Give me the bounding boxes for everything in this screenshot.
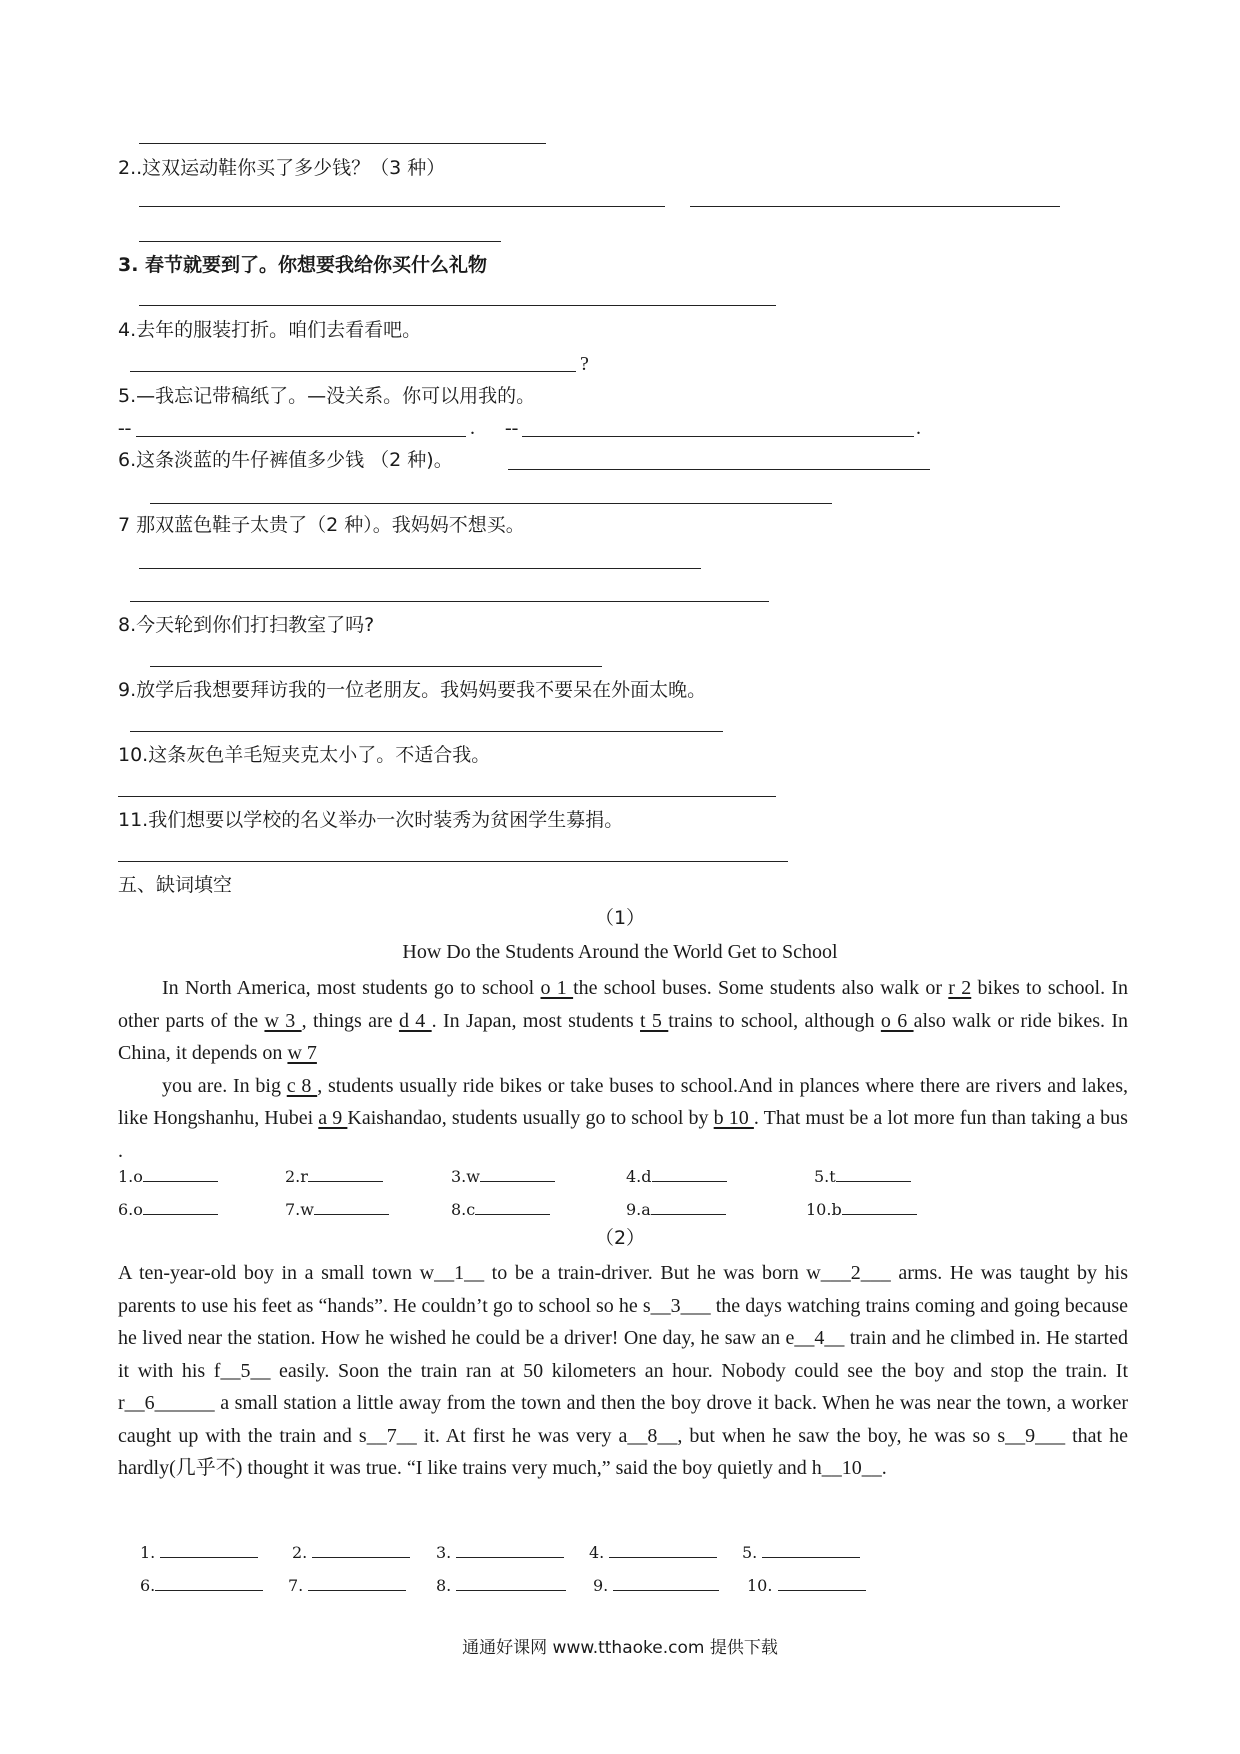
answer-line-q9[interactable] bbox=[130, 731, 723, 732]
blank-4: d 4 bbox=[398, 1009, 432, 1032]
answer-1-1[interactable]: 1.o bbox=[118, 1163, 218, 1186]
answer-line-q7b[interactable] bbox=[130, 601, 769, 602]
answer-line-q2c[interactable] bbox=[139, 241, 501, 242]
answer-line-q11[interactable] bbox=[118, 861, 788, 862]
question-8: 8.今天轮到你们打扫教室了吗? bbox=[118, 614, 375, 636]
page-footer: 通通好课网 www.tthaoke.com 提供下载 bbox=[462, 1638, 778, 1658]
question-2: 2..这双运动鞋你买了多少钱？（3 种） bbox=[118, 157, 446, 179]
question-4: 4.去年的服装打折。咱们去看看吧。 bbox=[118, 319, 422, 341]
answer-2-2[interactable]: 2. bbox=[292, 1539, 410, 1562]
answer-1-4[interactable]: 4.d bbox=[626, 1163, 727, 1186]
period-q5a: . bbox=[470, 417, 475, 439]
answer-line-q6a[interactable] bbox=[508, 469, 930, 470]
blank-8: c 8 bbox=[286, 1074, 318, 1097]
answer-line-q5b[interactable] bbox=[522, 436, 914, 437]
answer-line-q1[interactable] bbox=[139, 143, 546, 144]
answer-2-6[interactable]: 6. bbox=[140, 1572, 263, 1595]
question-9: 9.放学后我想要拜访我的一位老朋友。我妈妈要我不要呆在外面太晚。 bbox=[118, 679, 707, 701]
answer-1-8[interactable]: 8.c bbox=[451, 1196, 550, 1219]
answer-line-q4[interactable] bbox=[130, 371, 576, 372]
dash-q5a: -- bbox=[118, 417, 132, 439]
answer-line-q5a[interactable] bbox=[136, 436, 466, 437]
blank-2: r 2 bbox=[948, 977, 972, 999]
answer-2-8[interactable]: 8. bbox=[436, 1572, 566, 1595]
passage1 bbox=[118, 972, 1128, 1167]
answer-2-9[interactable]: 9. bbox=[593, 1572, 719, 1595]
question-11: 11.我们想要以学校的名义举办一次时装秀为贫困学生募捐。 bbox=[118, 809, 624, 831]
answer-1-2[interactable]: 2.r bbox=[285, 1163, 383, 1186]
blank-10: b 10 bbox=[713, 1107, 754, 1129]
blank-5: t 5 bbox=[640, 1009, 669, 1032]
answer-line-q6b[interactable] bbox=[150, 503, 832, 504]
section-heading: 五、缺词填空 bbox=[118, 874, 233, 896]
question-7: 7 那双蓝色鞋子太贵了（2 种）。我妈妈不想买。 bbox=[118, 514, 525, 536]
answer-1-9[interactable]: 9.a bbox=[626, 1196, 726, 1219]
dash-q5b: -- bbox=[505, 417, 519, 439]
passage1-paragraph2: you are. In big c 8 , students usually ride bikes or take buses to school.And in plances where there are rivers and lakes, like Hongshanhu, Hubei a 9 Kaishandao, students usually go to school by b 10 . That must be a lot more fun than taking a bus . bbox=[118, 1074, 1128, 1162]
question-5: 5.—我忘记带稿纸了。—没关系。你可以用我的。 bbox=[118, 385, 536, 407]
question-3: 3. 春节就要到了。你想要我给你买什么礼物 bbox=[118, 254, 488, 276]
answer-1-10[interactable]: 10.b bbox=[806, 1196, 917, 1219]
answer-line-q10[interactable] bbox=[118, 796, 776, 797]
answer-2-5[interactable]: 5. bbox=[742, 1539, 860, 1562]
blank-1: o 1 bbox=[540, 977, 574, 999]
answer-2-3[interactable]: 3. bbox=[436, 1539, 564, 1562]
answer-line-q8[interactable] bbox=[150, 666, 602, 667]
answer-1-3[interactable]: 3.w bbox=[451, 1163, 555, 1186]
answer-1-6[interactable]: 6.o bbox=[118, 1196, 218, 1219]
question-mark-q4: ? bbox=[580, 353, 589, 375]
answer-1-7[interactable]: 7.w bbox=[285, 1196, 389, 1219]
question-10: 10.这条灰色羊毛短夹克太小了。不适合我。 bbox=[118, 744, 491, 766]
part1-label: （1） bbox=[594, 907, 646, 929]
answer-line-q3[interactable] bbox=[139, 305, 776, 306]
passage1-title: How Do the Students Around the World Get to School bbox=[402, 941, 838, 963]
answer-line-q2a[interactable] bbox=[139, 206, 665, 207]
answer-1-5[interactable]: 5.t bbox=[814, 1163, 911, 1186]
passage1-paragraph1: In North America, most students go to school o 1 the school buses. Some students also walk or r 2 bikes to school. In other parts of the w 3 , things are d 4 . In Japan, most students t 5 trains to school, although o 6 also walk or ride bikes. In China, it depends on w 7 bbox=[118, 977, 1129, 1064]
part2-label: （2） bbox=[594, 1227, 646, 1249]
blank-6: o 6 bbox=[880, 1009, 914, 1032]
blank-9: a 9 bbox=[318, 1107, 348, 1129]
question-6: 6.这条淡蓝的牛仔裤值多少钱 （2 种)。 bbox=[118, 449, 453, 471]
answer-2-10[interactable]: 10. bbox=[747, 1572, 866, 1595]
period-q5b: . bbox=[916, 417, 921, 439]
blank-7: w 7 bbox=[287, 1042, 317, 1064]
answer-line-q7a[interactable] bbox=[139, 568, 701, 569]
passage2: A ten-year-old boy in a small town w__1__ to be a train-driver. But he was born w___2___ arms. He was taught by his parents to use his feet as “hands”. He couldn’t go to school so he s__3___ the days watching trains coming and going because he lived near the station. How he wished he could be a driver! One day, he saw an e__4__ train and he climbed in. He started it with his f__5__ easily. Soon the train ran at 50 kilometers an hour. Nobody could see the boy and stop the train. It r__6______ a small station a little away from the town and then the boy drove it back. When he was near the town, a worker caught up with the train and s__7__ it. At first he was very a__8__, but when he saw the boy, he was so s__9___ that he hardly(几乎不) thought it was true. “I like trains very much,” said the boy quietly and h__10__. bbox=[118, 1262, 1128, 1479]
answer-2-1[interactable]: 1. bbox=[140, 1539, 258, 1562]
answer-2-7[interactable]: 7. bbox=[288, 1572, 406, 1595]
answer-line-q2b[interactable] bbox=[690, 206, 1060, 207]
blank-3: w 3 bbox=[264, 1009, 302, 1032]
answer-2-4[interactable]: 4. bbox=[589, 1539, 717, 1562]
